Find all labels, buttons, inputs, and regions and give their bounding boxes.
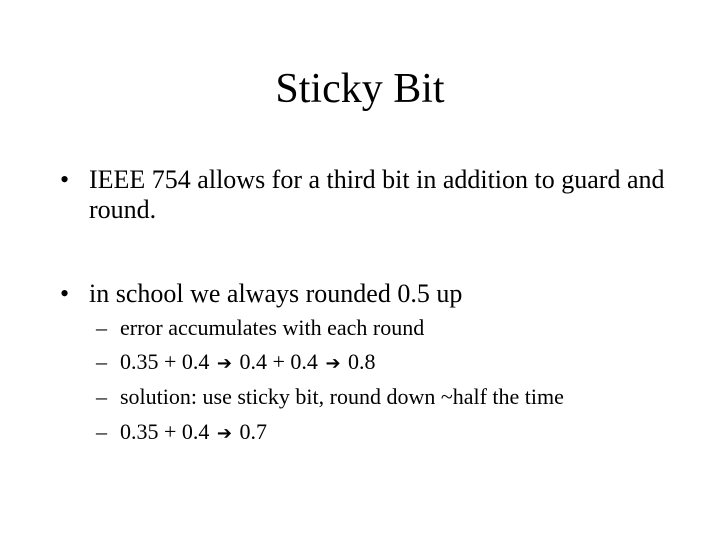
subbullet-text: error accumulates with each round — [120, 315, 425, 340]
expression-part: 0.35 + 0.4 — [120, 419, 210, 444]
right-arrow-icon: ➔ — [216, 423, 233, 444]
bullet-text: in school we always rounded 0.5 up — [89, 279, 463, 308]
expression-part: 0.7 — [239, 419, 268, 444]
dash-icon: – — [96, 315, 107, 340]
bullet-item — [60, 165, 680, 229]
subbullet-text — [120, 420, 267, 446]
dash-icon: – — [96, 384, 107, 409]
right-arrow-icon: ➔ — [325, 353, 341, 374]
subbullet-text: solution: use sticky bit, round down ~half the time — [120, 384, 564, 409]
right-arrow-icon: ➔ — [216, 353, 233, 374]
bullet-text: IEEE 754 allows for a third bit in addition to guard and round. — [89, 165, 665, 224]
subbullet-text — [120, 350, 376, 376]
bullet-icon: • — [60, 165, 70, 194]
dash-icon: – — [96, 419, 107, 444]
expression-part: 0.35 + 0.4 — [120, 349, 210, 374]
bullet-item — [60, 279, 680, 311]
dash-icon: – — [96, 349, 107, 374]
bullet-icon: • — [60, 279, 70, 308]
expression-part: 0.8 — [348, 349, 376, 374]
expression-part: 0.4 + 0.4 — [239, 349, 318, 374]
slide-title: Sticky Bit — [275, 66, 445, 112]
